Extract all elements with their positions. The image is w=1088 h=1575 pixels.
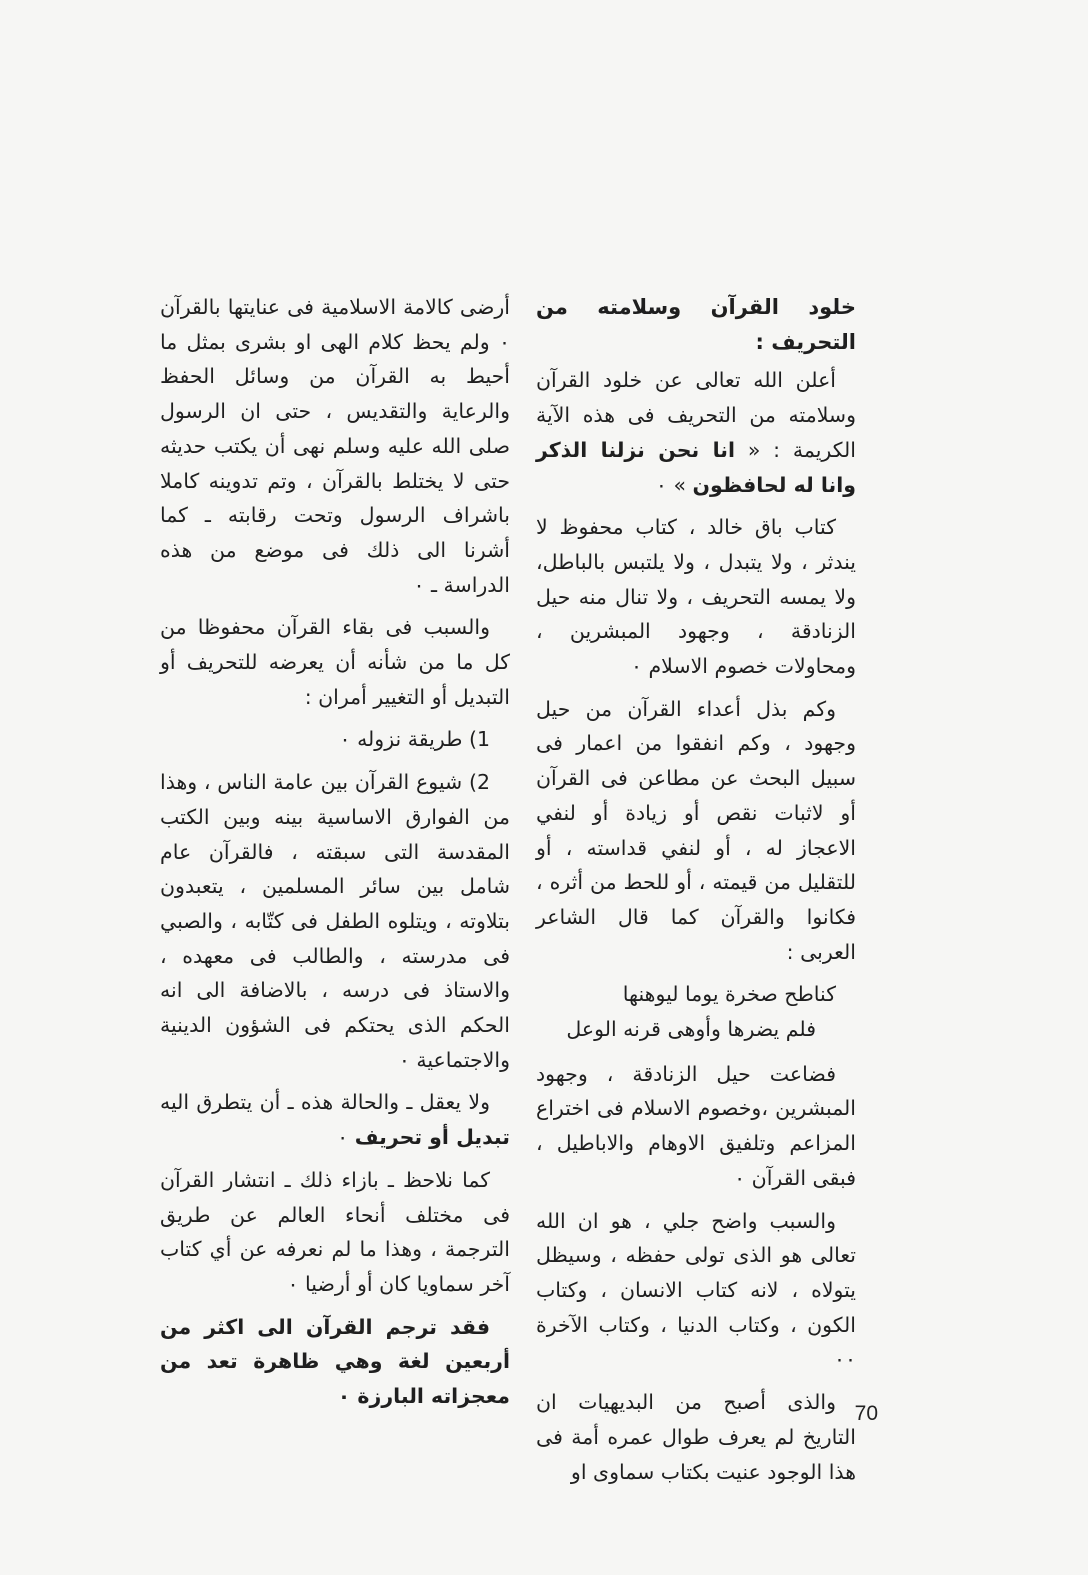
paragraph-end: ٠ — [337, 1125, 355, 1150]
paragraph: فقد ترجم القرآن الى اكثر من أربعين لغة وهي ظاهرة تعد من معجزاته البارزة ٠ — [160, 1314, 510, 1409]
paragraph: والسبب فى بقاء القرآن محفوظا من كل ما من شأنه أن يعرضه للتحريف أو التبديل أو التغيير أمران : — [160, 615, 510, 709]
verse-close: » ٠ — [655, 472, 693, 497]
poem-verse — [556, 977, 836, 1046]
poem-line-2: فلم يضرها وأوهى قرنه الوعل — [566, 1017, 816, 1042]
paragraph: والذى أصبح من البديهيات ان التاريخ لم يعرف طوال عمره أمة فى هذا الوجود عنيت بكتاب سماوى او — [536, 1390, 856, 1484]
intro-text: أعلن الله تعالى عن خلود القرآن وسلامته من التحريف فى هذه الآية الكريمة : « — [536, 368, 856, 462]
paragraph: كتاب باق خالد ، كتاب محفوظ لا يندثر ، ولا يتبدل ، ولا يلتبس بالباطل، ولا يمسه التحريف ، ولا تنال منه حيل الزنادقة ، وجهود المبشرين ، ومحاولات خصوم الاسلام ٠ — [536, 515, 856, 679]
page-number: 70 — [854, 1402, 878, 1425]
paragraph — [160, 1085, 510, 1154]
list-item: 1) طريقة نزوله ٠ — [339, 727, 490, 752]
paragraph: كما نلاحظ ـ بازاء ذلك ـ انتشار القرآن فى مختلف أنحاء العالم عن طريق الترجمة ، وهذا ما لم نعرفه عن أي كتاب آخر سماويا كان أو أرضيا ٠ — [160, 1167, 510, 1296]
poem-line-1: كناطح صخرة يوما ليوهنها — [622, 982, 836, 1007]
paragraph-text: ولا يعقل ـ والحالة هذه ـ أن يتطرق اليه — [160, 1090, 490, 1115]
paragraph-intro — [536, 363, 856, 502]
section-heading: خلود القرآن وسلامته من التحريف : — [536, 295, 856, 354]
quran-verse: انا نحن نزلنا الذكر وانا له لحافظون — [536, 437, 856, 497]
paragraph: وكم بذل أعداء القرآن من حيل وجهود ، وكم انفقوا من اعمار فى سبيل البحث عن مطاعن فى القرآن أو لاثبات نقص أو زيادة أو لنفي الاعجاز له ، أو لنفي قداسته ، أو للتقليل من قيمته ، أو للحط من أثره ، فكانوا والقرآن كما قال الشاعر العربى : — [536, 696, 856, 964]
paragraph: والسبب واضح جلي ، هو ان الله تعالى هو الذى تولى حفظه ، وسيظل يتولاه ، لانه كتاب الانسان ، وكتاب الكون ، وكتاب الدنيا ، وكتاب الآخرة ٠٠ — [536, 1208, 856, 1372]
bold-phrase: تبديل أو تحريف — [354, 1125, 510, 1150]
paragraph: فضاعت حيل الزنادقة ، وجهود المبشرين ،وخصوم الاسلام فى اختراع المزاعم وتلفيق الاوهام والاباطيل ، فبقى القرآن ٠ — [536, 1061, 856, 1190]
list-item: 2) شيوع القرآن بين عامة الناس ، وهذا من الفوارق الاساسية بينه وبين الكتب المقدسة التى سبقته ، فالقرآن عام شامل بين سائر المسلمين ، يتعبدون بتلاوته ، ويتلوه الطفل فى كتّابه ، والصبي فى مدرسته ، والطالب فى معهده ، والاستاذ فى درسه ، بالاضافة الى انه الحكم الذى يحتكم فى الشؤون الدينية والاجتماعية ٠ — [160, 770, 510, 1072]
paragraph: أرضى كالامة الاسلامية فى عنايتها بالقرآن ٠ ولم يحظ كلام الهى او بشرى بمثل ما أحيط به القرآن من وسائل الحفظ والرعاية والتقديس ، حتى ان الرسول صلى الله عليه وسلم نهى أن يكتب حديثه حتى لا يختلط بالقرآن ، وتم تدوينه كاملا باشراف الرسول وتحت رقابته ـ كما أشرنا الى ذلك فى موضع من هذه الدراسة ـ ٠ — [160, 295, 510, 597]
left-text-column — [160, 290, 510, 1422]
right-text-column — [536, 290, 856, 1497]
